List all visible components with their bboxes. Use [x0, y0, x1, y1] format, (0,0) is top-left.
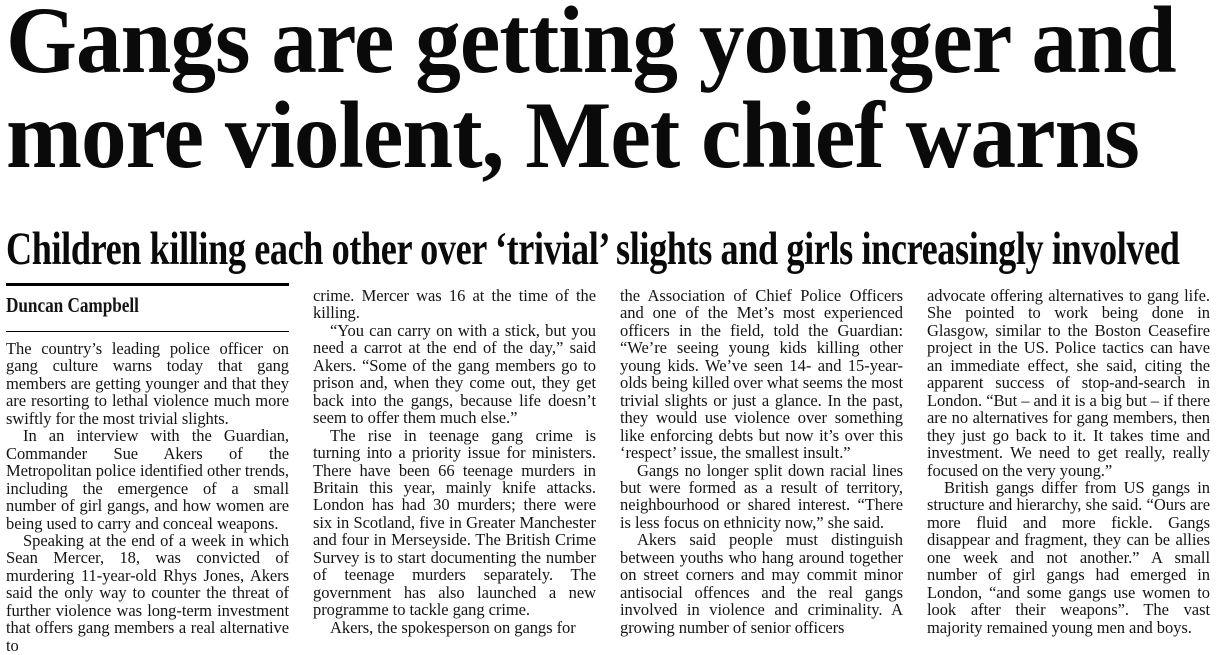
article-paragraph: In an interview with the Guardian, Commander Sue Akers of the Metropolitan police identified other trends, including the emergence of a small number of girl gangs, and how women are being used to carry and conceal weapons.: [6, 426, 289, 533]
article-paragraph: Akers, the spokesperson on gangs for: [330, 617, 576, 637]
article-paragraph: Speaking at the end of a week in which Sean Mercer, 18, was convicted of murdering 11-year-old Rhys Jones, Akers said the only way to counter the threat of further violence was long-term investment that offers gang members a real alternative to: [6, 530, 289, 655]
article-column-3: [620, 287, 903, 636]
article-paragraph: British gangs differ from US gangs in structure and hierarchy, she said. “Ours are more fluid and more fickle. Gangs disappear and fragment, they can be allies one week and not another.” A small number of girl gangs had emerged in London, “and some gangs use women to look after their weapons”. The vast majority remained young men and boys.: [927, 477, 1210, 637]
headline: [6, 0, 1176, 188]
headline-line-1: Gangs are getting younger and: [6, 0, 1176, 93]
article-paragraph: “You can carry on with a stick, but you need a carrot at the end of the day,” said Akers. “Some of the gang members go to prison and, when they come out, they get back into the gangs, because life doesn’t seem to offer them much else.”: [313, 320, 596, 428]
byline-author: Duncan Campbell: [6, 293, 139, 317]
article-paragraph: Akers said people must distinguish between youths who hang around together on street corners and may commit minor antisocial offences and the real gangs involved in violence and criminality. A growing number of senior officers: [620, 530, 903, 637]
standfirst: Children killing each other over ‘trivial’ slights and girls increasingly involved: [6, 223, 1180, 275]
byline-block: [6, 283, 289, 332]
article-paragraph: crime. Mercer was 16 at the time of the killing.: [313, 286, 596, 323]
article-paragraph: the Association of Chief Police Officers and one of the Met’s most experienced officers in the field, told the Guardian: “We’re seeing young kids killing other young kids. We’ve seen 14- and 15-year-olds being killed over what seems the most trivial slights or just a glance. In the past, they would use violence over something like enforcing debts but now it’s over this ‘respect’ issue, the smallest insult.”: [620, 286, 903, 463]
article-paragraph: The rise in teenage gang crime is turning into a priority issue for ministers. There have been 66 teenage murders in Britain this year, mainly knife attacks. London has had 30 murders; there were six in Scotland, five in Greater Manchester and four in Merseyside. The British Crime Survey is to start documenting the number of teenage murders separately. The government has also launched a new programme to tackle gang crime.: [313, 425, 596, 620]
headline-line-2: more violent, Met chief warns: [6, 82, 1139, 188]
article-paragraph: The country’s leading police officer on gang culture warns today that gang members are getting younger and that they are resorting to lethal violence much more swiftly for the most trivial slights.: [6, 339, 289, 428]
article-column-2: [313, 287, 596, 636]
article-column-1: [6, 283, 289, 654]
article-paragraph: advocate offering alternatives to gang life. She pointed to work being done in Glasgow, similar to the Boston Ceasefire project in the US. Police tactics can have an immediate effect, she said, citing the apparent success of stop-and-search in London. “But – and it is a big but – if there are no alternatives for gang members, then they just go back to it. It takes time and investment. We need to get really, really focused on the very young.”: [927, 286, 1210, 480]
article-paragraph: Gangs no longer split down racial lines but were formed as a result of territory, neighbourhood or shared interest. “There is less focus on ethnicity now,” she said.: [620, 460, 903, 532]
article-column-4: [927, 287, 1210, 636]
